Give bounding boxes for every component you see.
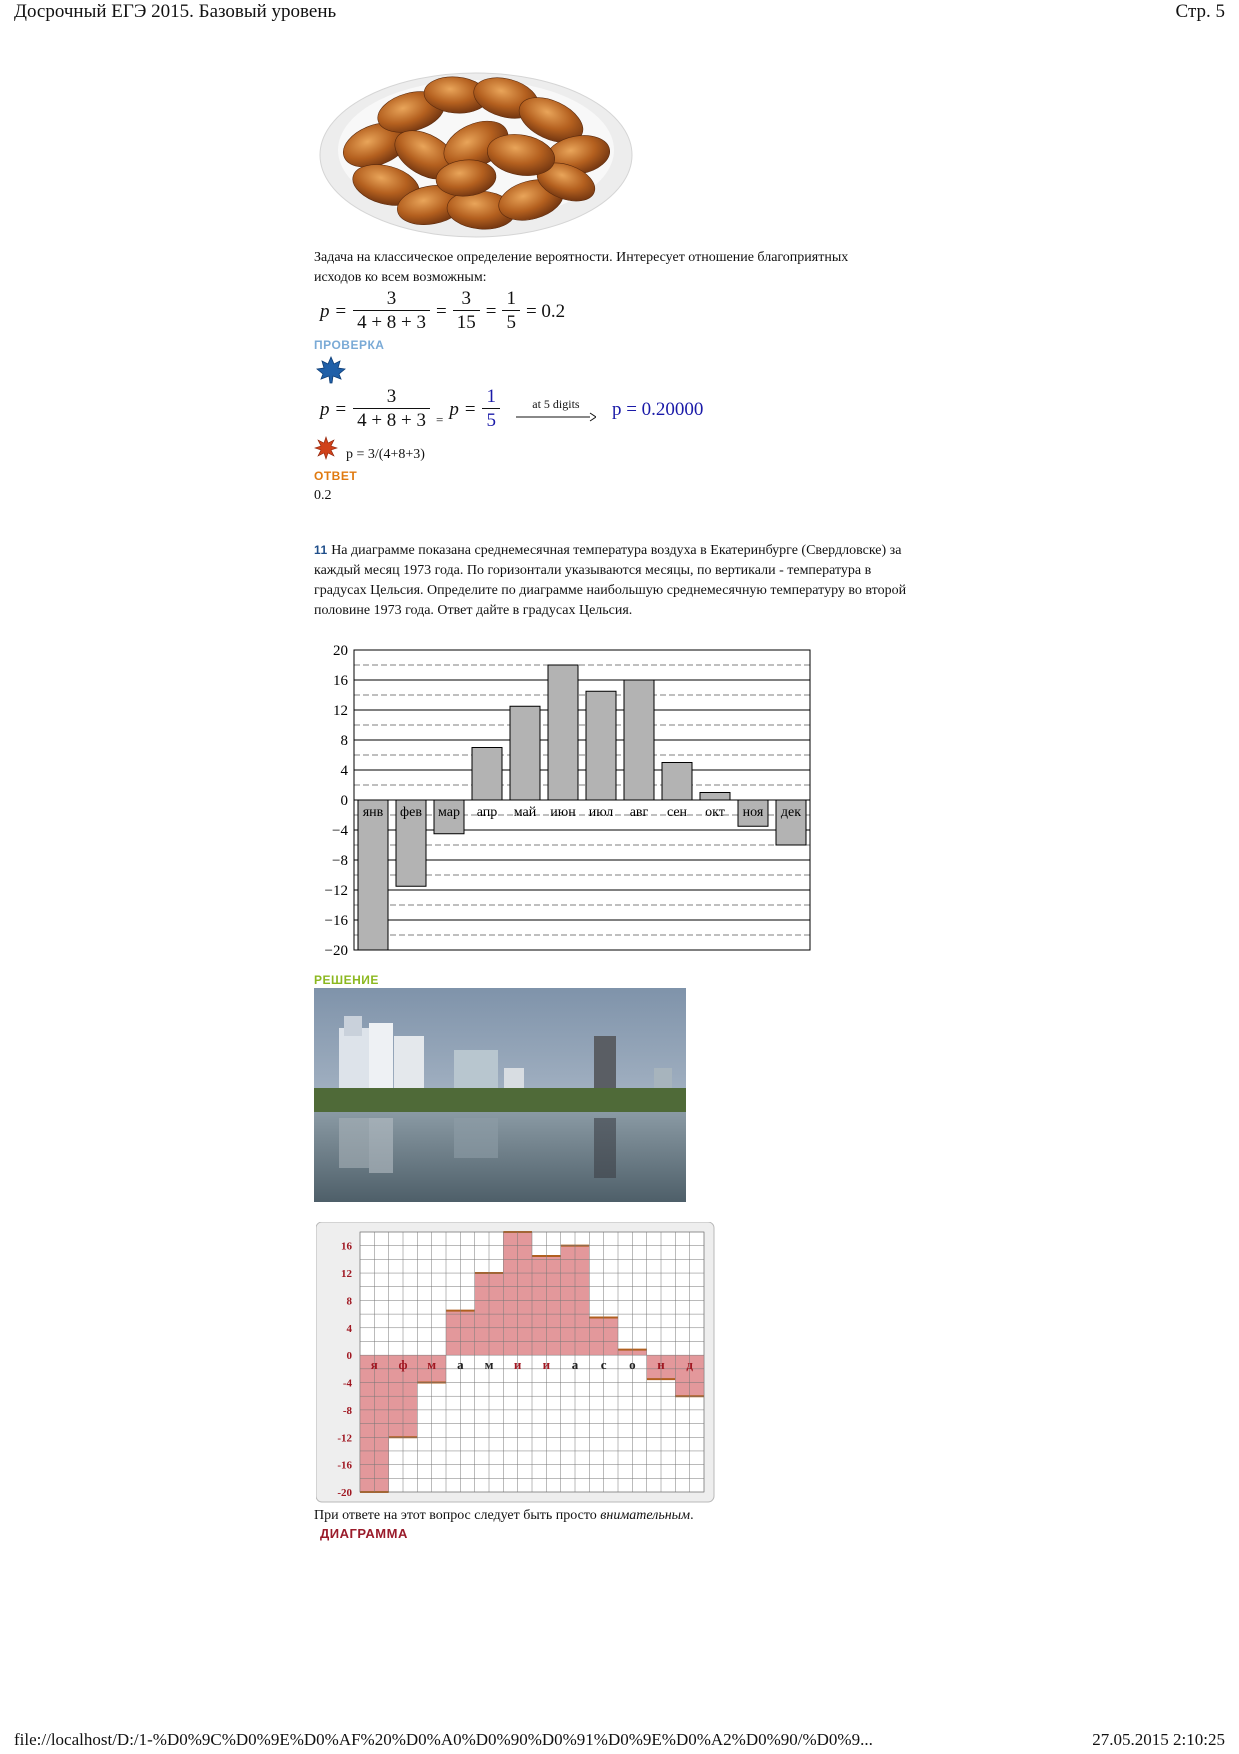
numerator: 3 [353,288,430,311]
x-tick-label: д [686,1357,693,1373]
note-italic: внимательным [600,1508,691,1523]
page-number: Стр. 5 [1175,1,1225,22]
diagram-label[interactable]: ДИАГРАММА [320,1526,408,1541]
y-tick-label: -12 [337,1432,352,1445]
y-tick-label: 16 [341,1240,352,1253]
bar [662,763,692,801]
fraction-1 [353,288,430,335]
x-tick-label: июл [588,805,614,820]
x-tick-label: я [370,1357,378,1373]
denominator: 5 [486,410,496,431]
maple-logo-icon [314,436,338,460]
x-tick-label: ноя [742,805,764,820]
check-label[interactable]: ПРОВЕРКА [314,338,385,352]
denominator: 4 + 8 + 3 [357,312,427,333]
document-title: Досрочный ЕГЭ 2015. Базовый уровень [14,1,337,22]
x-tick-label: м [484,1357,494,1373]
fraction-check [353,386,430,433]
x-tick-label: а [457,1357,464,1373]
note-end: . [690,1508,694,1523]
answer-value: 0.2 [314,488,332,503]
x-tick-label: май [513,805,537,820]
y-tick-label: 4 [346,1322,352,1335]
equals-sign: = [436,300,447,322]
formula-result: p = 0.20000 [611,398,704,420]
y-tick-label: −20 [324,943,348,959]
y-tick-label: 0 [340,793,348,809]
maple-leaf-icon [316,356,346,384]
formula-lhs: p = [320,300,348,322]
denominator: 4 + 8 + 3 [357,410,427,431]
x-tick-label: янв [362,805,384,820]
formula-lhs: p = [320,398,348,420]
numerator: 3 [353,386,430,409]
footer-datetime: 27.05.2015 2:10:25 [1092,1730,1225,1749]
x-tick-label: и [513,1357,522,1373]
bar [548,665,578,800]
solution-text: Задача на классическое определение вероятности. Интересует отношение благоприятных исходов ко всем возможным: [314,250,849,285]
x-tick-label: о [629,1357,636,1373]
arrow-eval [516,397,596,422]
yekaterinburg-photo [314,988,686,1202]
x-tick-label: дек [780,805,802,820]
y-tick-label: -4 [342,1377,352,1390]
y-tick-label: 12 [333,703,348,719]
task-11-statement [314,540,914,621]
x-tick-label: н [657,1357,665,1373]
fraction-3 [502,288,520,335]
x-tick-label: апр [476,805,498,820]
pies-plate-image [316,50,636,240]
x-tick-label: сен [666,805,688,820]
y-tick-label: -16 [337,1459,352,1472]
numerator: 3 [453,288,480,311]
y-tick-label: 8 [340,733,348,749]
x-tick-label: ф [398,1357,408,1373]
right-arrow-icon [516,412,596,422]
formula-result: = 0.2 [525,300,566,322]
task-number: 11 [314,543,328,557]
y-tick-label: -20 [337,1487,352,1499]
y-tick-label: 8 [346,1295,352,1308]
formula-p: p = [449,398,477,420]
temperature-chart [310,640,822,960]
fraction-simplified [482,386,500,433]
y-tick-label: −12 [324,883,348,899]
solution-label[interactable]: РЕШЕНИЕ [314,973,379,987]
bar [358,800,388,950]
y-tick-label: -8 [342,1404,352,1417]
numerator: 1 [482,386,500,409]
x-tick-label: мар [438,805,460,820]
bar [700,793,730,801]
x-tick-label: а [571,1357,579,1373]
bar [510,706,540,800]
y-tick-label: −4 [332,823,348,839]
y-tick-label: −16 [324,913,348,929]
equals-sign: = [436,411,444,427]
denominator: 5 [506,312,516,333]
y-tick-label: −8 [332,853,348,869]
temperature-chart-solution [316,1222,716,1504]
y-tick-label: 20 [333,643,348,659]
task-text: На диаграмме показана среднемесячная температура воздуха в Екатеринбурге (Свердловске) за каждый месяц 1973 года. По горизонтали указываются месяцы, по вертикали - температура в градусах Цельсия. Определите по диаграмме наибольшую среднемесячную температуру во второй половине 1973 года. Ответ дайте в градусах Цельсия. [314,543,907,618]
note-plain: При ответе на этот вопрос следует быть просто [314,1508,601,1523]
fraction-2 [453,288,480,335]
x-tick-label: с [600,1357,607,1373]
bar [624,680,654,800]
denominator: 15 [456,312,476,333]
note-text [314,1506,694,1526]
answer-label[interactable]: ОТВЕТ [314,469,358,483]
y-tick-label: 4 [340,763,348,779]
x-tick-label: м [427,1357,437,1373]
check-formula [320,386,703,433]
y-tick-label: 12 [341,1268,352,1281]
footer-url: file://localhost/D:/1-%D0%9C%D0%9E%D0%AF%20%D0%A0%D0%90%D0%91%D0%9E%D0%A2%D0%90/%D0%9... [14,1730,873,1749]
y-tick-label: 16 [333,673,348,689]
x-tick-label: фев [400,805,422,820]
x-tick-label: авг [629,805,649,820]
x-tick-label: июн [550,805,576,820]
bar [586,691,616,800]
bar [472,748,502,801]
x-tick-label: окт [705,805,725,820]
x-tick-label: и [542,1357,551,1373]
arrow-label: at 5 digits [532,397,580,411]
maple-code: p = 3/(4+8+3) [346,447,425,462]
probability-formula [320,288,565,335]
y-tick-label: 0 [346,1350,352,1363]
equals-sign: = [485,300,497,322]
numerator: 1 [502,288,520,311]
